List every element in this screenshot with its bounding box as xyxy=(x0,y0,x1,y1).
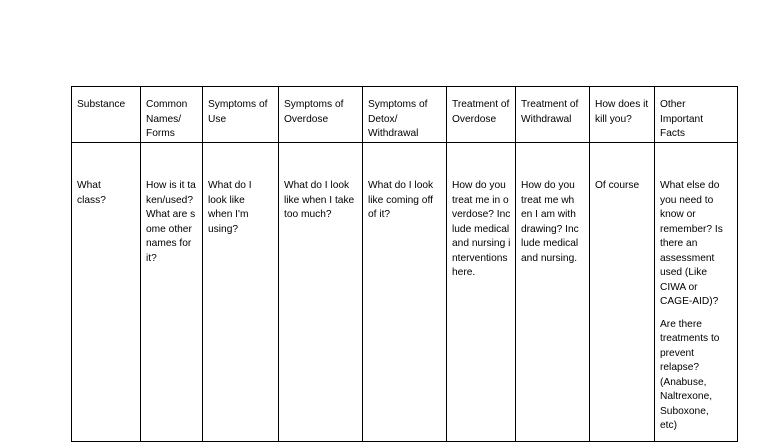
cell-other-facts-paragraph-2: Are there treatments to prevent relapse? (Anabuse, Naltrexone, Suboxone, etc) xyxy=(660,318,720,431)
cell-common-names-text: How is it taken/used? What are some other names for it? xyxy=(146,180,196,264)
table-row xyxy=(72,143,738,442)
cell-symptoms-of-overdose xyxy=(279,143,363,442)
header-symptoms-of-use xyxy=(203,87,279,143)
cell-symptoms-of-use xyxy=(203,143,279,442)
cell-treatment-of-withdrawal-text: How do you treat me when I am withdrawing? Include medical and nursing. xyxy=(521,180,579,264)
cell-common-names xyxy=(141,143,203,442)
cell-treatment-of-withdrawal xyxy=(516,143,590,442)
cell-how-does-it-kill xyxy=(590,143,655,442)
cell-treatment-of-overdose-text: How do you treat me in overdose? Include medical and nursing interventions here. xyxy=(452,180,511,278)
cell-substance xyxy=(72,143,141,442)
header-other-facts-text: Other Important Facts xyxy=(660,99,704,139)
header-symptoms-of-overdose-text: Symptoms of Overdose xyxy=(284,99,344,125)
header-how-does-it-kill-text: How does it kill you? xyxy=(595,99,649,125)
cell-other-facts-paragraph-1: What else do you need to know or remember? Is there an assessment used (Like CIWA or CAGE-AID)? xyxy=(660,180,723,307)
cell-other-facts xyxy=(655,143,738,442)
header-treatment-of-withdrawal xyxy=(516,87,590,143)
header-common-names xyxy=(141,87,203,143)
header-symptoms-of-use-text: Symptoms of Use xyxy=(208,99,268,125)
substance-table xyxy=(71,86,738,442)
cell-symptoms-of-use-text: What do I look like when I'm using? xyxy=(208,180,252,235)
header-treatment-of-overdose xyxy=(447,87,516,143)
header-row xyxy=(72,87,738,143)
cell-treatment-of-overdose xyxy=(447,143,516,442)
header-symptoms-of-withdrawal-text: Symptoms of Detox/ Withdrawal xyxy=(368,99,428,139)
header-treatment-of-overdose-text: Treatment of Overdose xyxy=(452,99,510,125)
cell-how-does-it-kill-text: Of course xyxy=(595,180,640,191)
header-substance-text: Substance xyxy=(77,99,126,110)
cell-symptoms-of-overdose-text: What do I look like when I take too much? xyxy=(284,180,355,220)
header-substance xyxy=(72,87,141,143)
header-common-names-text: Common Names/ Forms xyxy=(146,99,188,139)
header-other-facts xyxy=(655,87,738,143)
header-how-does-it-kill xyxy=(590,87,655,143)
cell-substance-text: What class? xyxy=(77,180,106,206)
cell-symptoms-of-withdrawal-text: What do I look like coming off of it? xyxy=(368,180,434,220)
header-treatment-of-withdrawal-text: Treatment of Withdrawal xyxy=(521,99,579,125)
header-symptoms-of-overdose xyxy=(279,87,363,143)
header-symptoms-of-withdrawal xyxy=(363,87,447,143)
cell-symptoms-of-withdrawal xyxy=(363,143,447,442)
